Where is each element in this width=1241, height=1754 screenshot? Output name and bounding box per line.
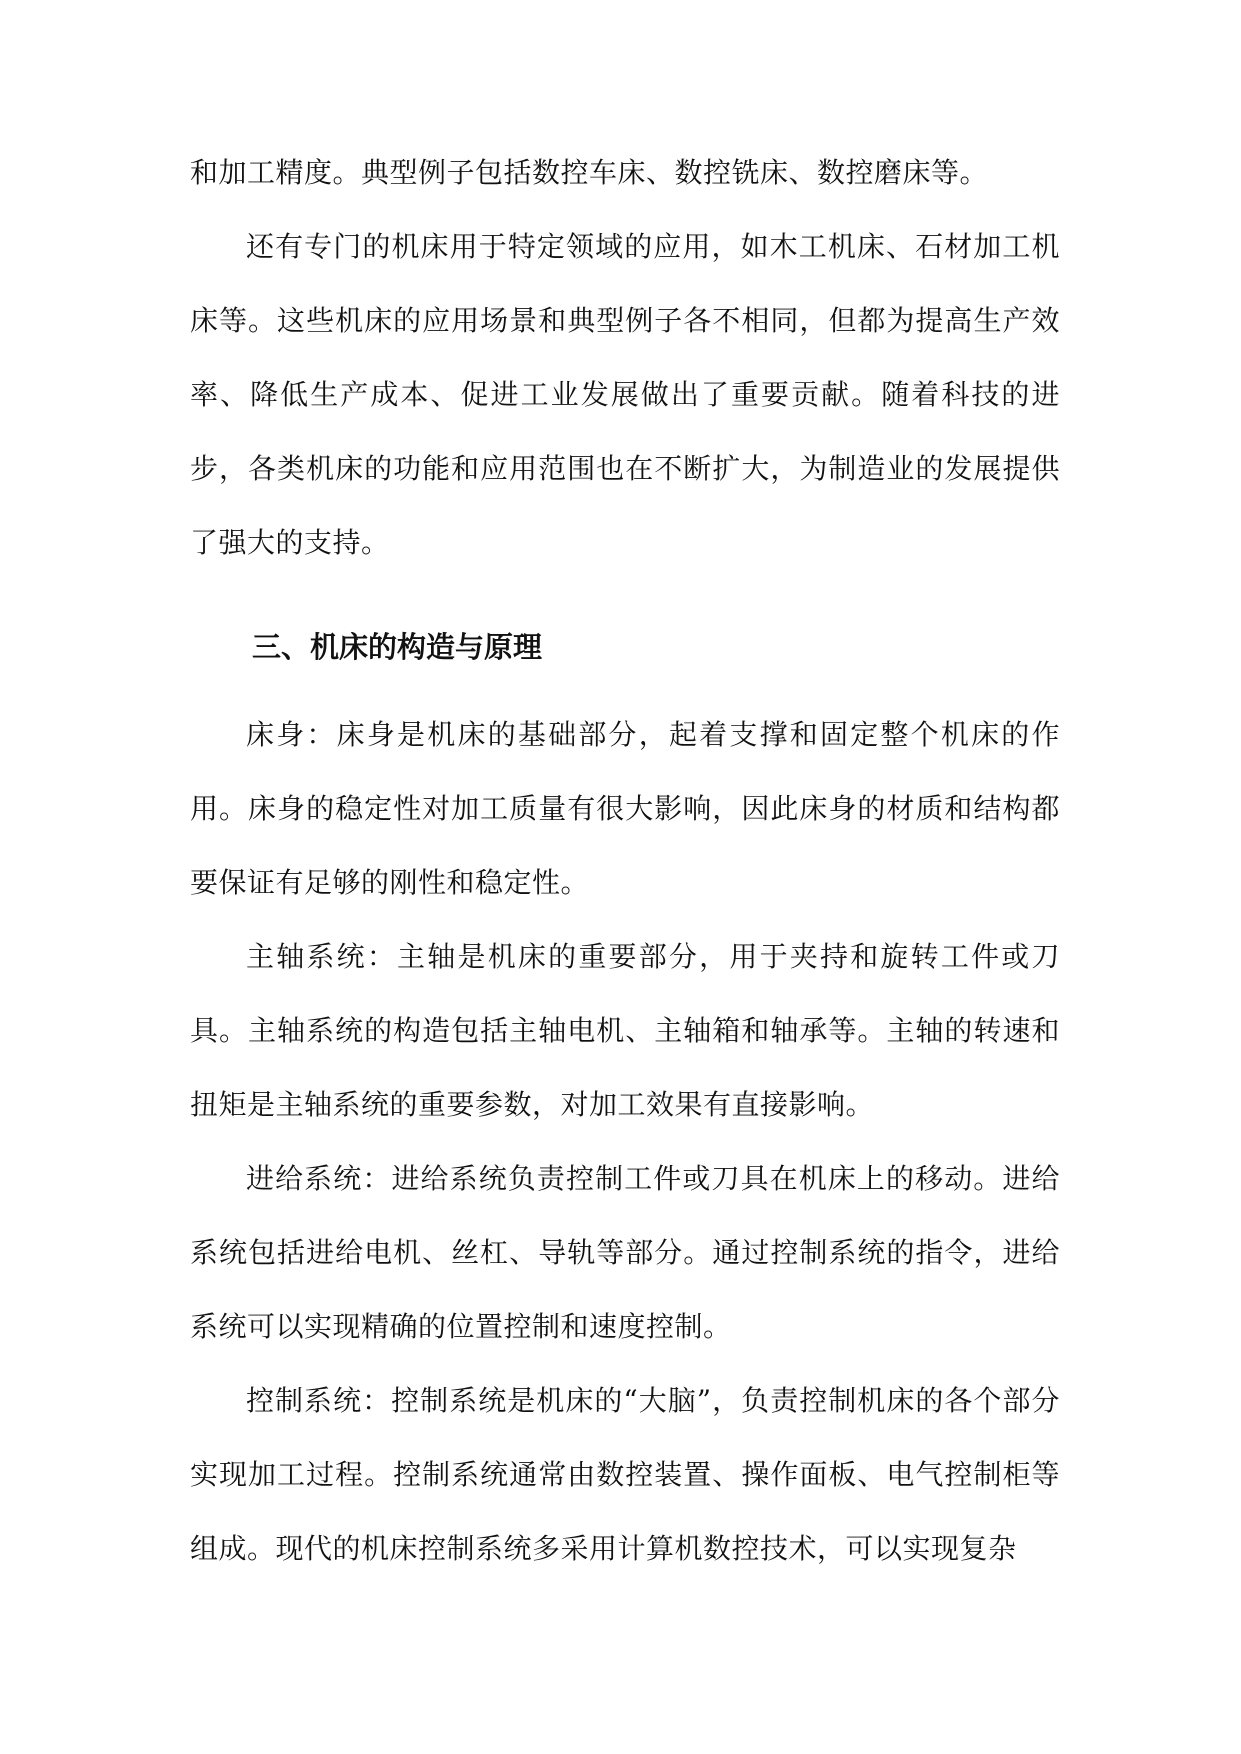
paragraph-control-system: 控制系统：控制系统是机床的“大脑”，负责控制机床的各个部分实现加工过程。控制系统通常由数控装置、操作面板、电气控制柜等组成。现代的机床控制系统多采用计算机数控技术，可以实现复杂 <box>190 1384 1060 1565</box>
section-heading: 三、机床的构造与原理 <box>252 630 543 664</box>
paragraph-feed-system: 进给系统：进给系统负责控制工件或刀具在机床上的移动。进给系统包括进给电机、丝杠、导轨等部分。通过控制系统的指令，进给系统可以实现精确的位置控制和速度控制。 <box>190 1162 1060 1343</box>
document-body <box>190 136 1060 1586</box>
paragraph-bed: 床身：床身是机床的基础部分，起着支撑和固定整个机床的作用。床身的稳定性对加工质量有很大影响，因此床身的材质和结构都要保证有足够的刚性和稳定性。 <box>190 718 1060 899</box>
paragraph-continuation: 和加工精度。典型例子包括数控车床、数控铣床、数控磨床等。 <box>190 156 989 189</box>
paragraph-special-machines: 还有专门的机床用于特定领域的应用，如木工机床、石材加工机床等。这些机床的应用场景和典型例子各不相同，但都为提高生产效率、降低生产成本、促进工业发展做出了重要贡献。随着科技的进步，各类机床的功能和应用范围也在不断扩大，为制造业的发展提供了强大的支持。 <box>190 230 1060 559</box>
paragraph-spindle-system: 主轴系统：主轴是机床的重要部分，用于夹持和旋转工件或刀具。主轴系统的构造包括主轴电机、主轴箱和轴承等。主轴的转速和扭矩是主轴系统的重要参数，对加工效果有直接影响。 <box>190 940 1060 1121</box>
